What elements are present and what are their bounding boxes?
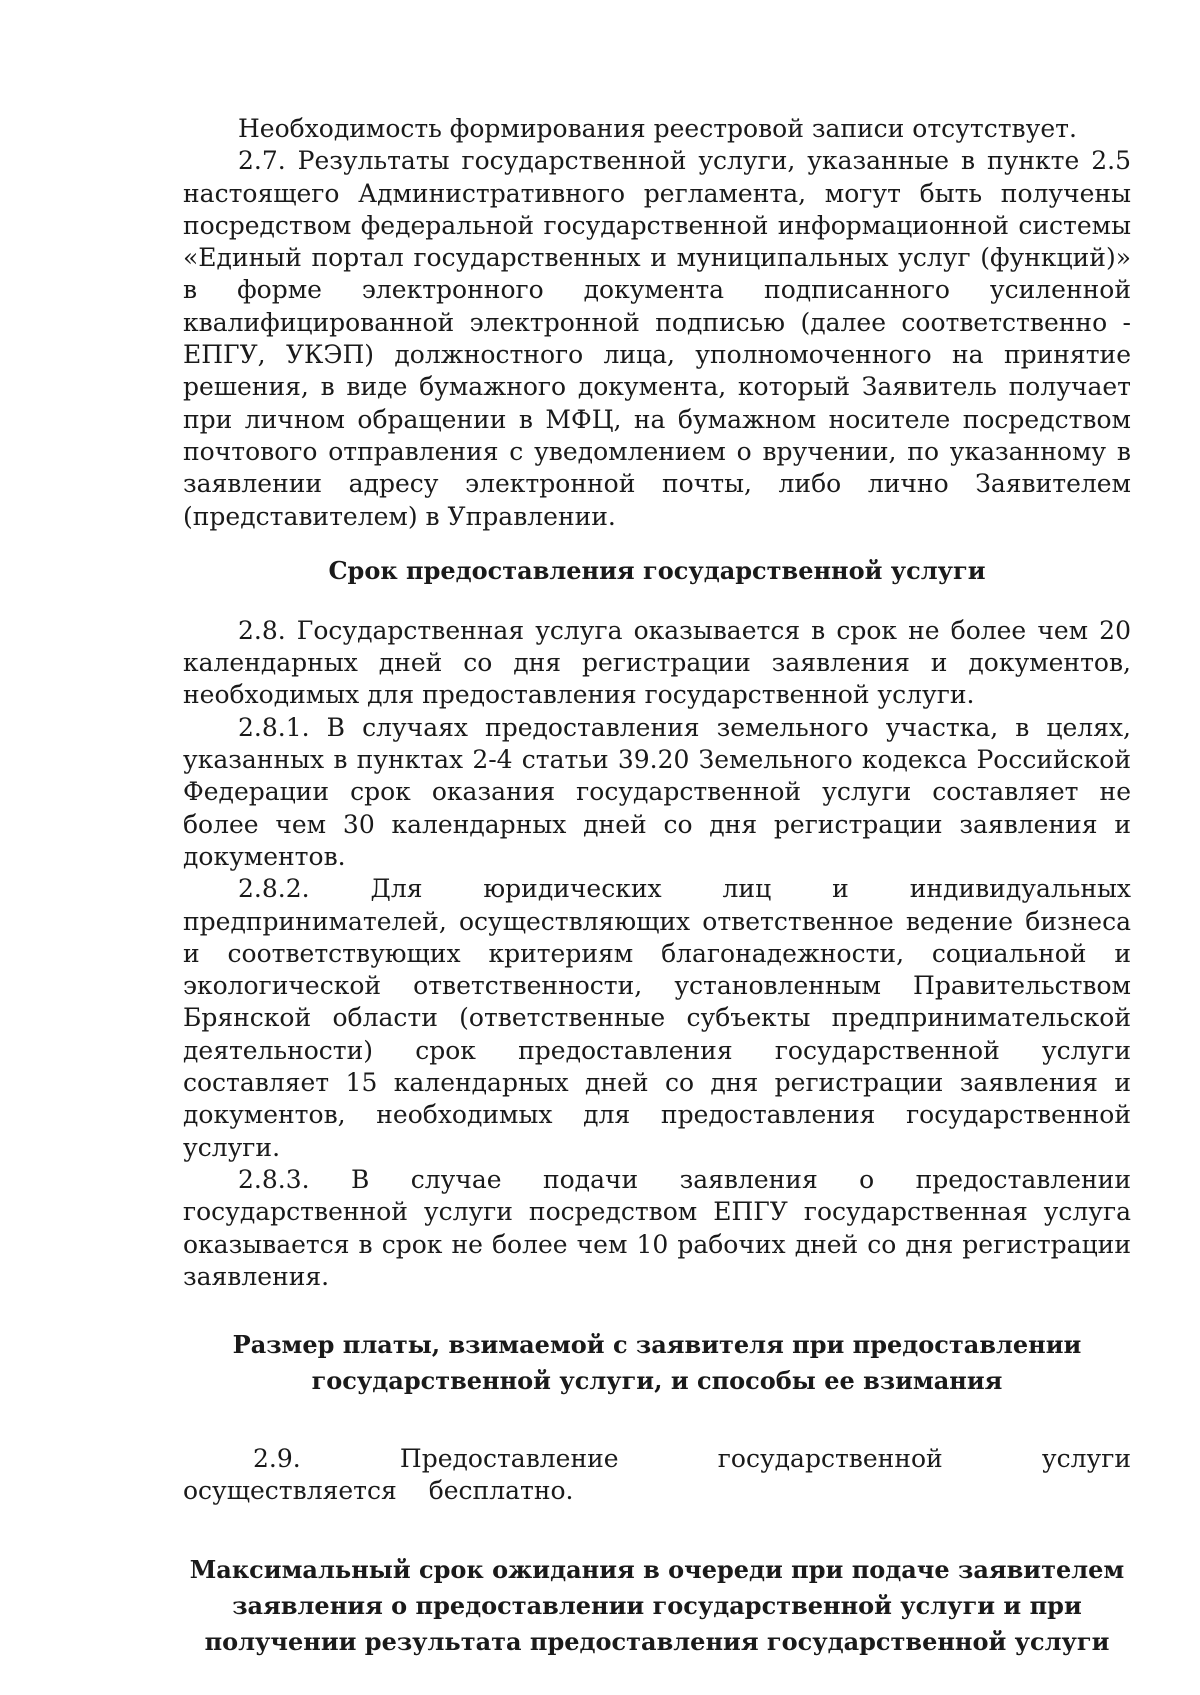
- section-heading-queue-time: Максимальный срок ожидания в очереди при подаче заявителем заявления о предоставлении государственной услуги и при получении результата предоставления государственной услуги: [189, 1554, 1125, 1656]
- paragraph-2-9: 2.9. Предоставление государственной услуги осуществляется бесплатно.: [183, 1444, 1131, 1506]
- section-heading-service-term: Срок предоставления государственной услуги: [328, 555, 986, 585]
- section-heading-fee: Размер платы, взимаемой с заявителя при предоставлении государственной услуги, и способы ее взимания: [232, 1330, 1082, 1396]
- paragraph-2-8-2: 2.8.2. Для юридических лиц и индивидуальных предпринимателей, осуществляющих ответственное ведение бизнеса и соответствующих критериям благонадежности, социальной и экологической ответственности, установленным Правительством Брянской области (ответственные субъекты предпринимательской деятельности) срок предоставления государственной услуги составляет 15 календарных дней со дня регистрации заявления и документов, необходимых для предоставления государственной услуги.: [183, 874, 1131, 1162]
- paragraph-2-7: 2.7. Результаты государственной услуги, указанные в пункте 2.5 настоящего Административного регламента, могут быть получены посредством федеральной государственной информационной системы «Единый портал государственных и муниципальных услуг (функций)» в форме электронного документа подписанного усиленной квалифицированной электронной подписью (далее соответственно - ЕПГУ, УКЭП) должностного лица, уполномоченного на принятие решения, в виде бумажного документа, который Заявитель получает при личном обращении в МФЦ, на бумажном носителе посредством почтового отправления с уведомлением о вручении, по указанному в заявлении адресу электронной почты, либо лично Заявителем (представителем) в Управлении.: [183, 146, 1131, 531]
- paragraph-2-8: 2.8. Государственная услуга оказывается в срок не более чем 20 календарных дней со дня регистрации заявления и документов, необходимых для предоставления государственной услуги.: [183, 615, 1131, 710]
- paragraph-registry-note: Необходимость формирования реестровой записи отсутствует.: [238, 114, 1077, 143]
- paragraph-2-8-3: 2.8.3. В случае подачи заявления о предоставлении государственной услуги посредством ЕПГУ государственная услуга оказывается в срок не более чем 10 рабочих дней со дня регистрации заявления.: [183, 1164, 1131, 1291]
- document-page: [183, 113, 1131, 1660]
- paragraph-2-8-1: 2.8.1. В случаях предоставления земельного участка, в целях, указанных в пунктах 2-4 статьи 39.20 Земельного кодекса Российской Федерации срок оказания государственной услуги составляет не более чем 30 календарных дней со дня регистрации заявления и документов.: [183, 712, 1131, 871]
